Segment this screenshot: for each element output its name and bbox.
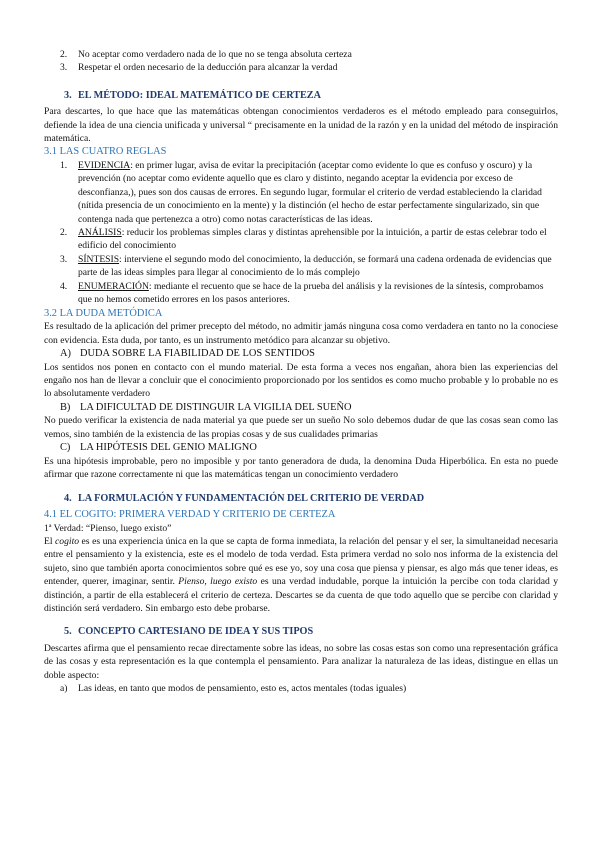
duda-c-text: Es una hipótesis improbable, pero no imposible y por tanto generadora de duda, la denomina Duda Hiperbólica. En esta no puede afirmar que razone correctamente ni que las matemáticas tengan un conocimiento verdadero bbox=[44, 455, 558, 481]
duda-a-heading: A) DUDA SOBRE LA FIABILIDAD DE LOS SENTIDOS bbox=[60, 347, 315, 359]
subsection-3-2-heading: 3.2 LA DUDA METÓDICA bbox=[44, 307, 163, 319]
section-5-intro: Descartes afirma que el pensamiento recae directamente sobre las ideas, no sobre las cosas estas son como una representación gráfica de las cosas y esta representación es la que contempla el pensamiento. Para analizar la naturaleza de las ideas, distingue en ellas un doble aspecto: bbox=[44, 642, 558, 681]
duda-intro: Es resultado de la aplicación del primer precepto del método, no admitir jamás ninguna cosa como verdadera en tanto no la conociese con evidencia. Esta duda, por tanto, es un instrumento metódico para alcanzar su objetivo. bbox=[44, 321, 558, 346]
precepts-list bbox=[44, 48, 558, 75]
cogito-paragraph: El cogito es es una experiencia única en la que se capta de forma inmediata, la relación del pensar y el ser, la simultaneidad necesaria entre el pensamiento y la existencia, este es el modelo de toda verdad. Esta primera verdad no solo nos informa de la existencia del sujeto, sino que también aporta conocimientos sobre qué es ese yo, soy una cosa que piensa y piensar, es algo más que tener ideas, es entender, querer, imaginar, sentir. Pienso, luego existo es una verdad indudable, porque la intuición la percibe con toda claridad y distinción, a partir de ella establecerá el criterio de certeza. Descartes se da cuenta de que todo aquello que se percibe con claridad y distinción será verdadero. Sin embargo esto debe probarse. bbox=[44, 535, 558, 614]
duda-b-heading: B) LA DIFICULTAD DE DISTINGUIR LA VIGILIA DEL SUEÑO bbox=[60, 401, 352, 413]
section-3-heading: 3. EL MÉTODO: IDEAL MATEMÁTICO DE CERTEZA bbox=[64, 89, 321, 101]
list-item: 2. No aceptar como verdadero nada de lo que no se tenga absoluta certeza bbox=[60, 49, 352, 60]
idea-aspects-list bbox=[44, 682, 558, 695]
section-3-intro: Para descartes, lo que hace que las matemáticas obtengan conocimientos verdaderos es el método empleado para conseguirlos, defiende la idea de una ciencia unificada y universal “ precisamente en la unidad de la razón y en la unidad del método de inspiración matemática. bbox=[44, 106, 558, 145]
duda-b-text: No puedo verificar la existencia de nada material ya que puede ser un sueño No solo debemos dudar de que las cosas sean como las vemos, sino también de la existencia de las propias cosas y de sus cualidades primarias bbox=[44, 415, 558, 440]
first-truth: 1ª Verdad: “Pienso, luego existo” bbox=[44, 522, 172, 534]
section-5-heading: 5. CONCEPTO CARTESIANO DE IDEA Y SUS TIPOS bbox=[64, 626, 314, 638]
list-item: 3. SÍNTESIS: interviene el segundo modo del conocimiento, la deducción, se formará una cadena ordenada de evidencias que parte de las ideas simples para llegar al conocimiento de lo más complejo bbox=[60, 253, 552, 279]
subsection-4-1-heading: 4.1 EL COGITO: PRIMERA VERDAD Y CRITERIO DE CERTEZA bbox=[44, 508, 336, 520]
section-4-heading: 4. LA FORMULACIÓN Y FUNDAMENTACIÓN DEL CRITERIO DE VERDAD bbox=[64, 492, 425, 504]
duda-c-heading: C) LA HIPÓTESIS DEL GENIO MALIGNO bbox=[60, 442, 257, 454]
duda-a-text: Los sentidos nos ponen en contacto con el mundo material. De esta forma a veces nos engañan, ahora bien las experiencias del engaño nos han de llevar a concluir que el conocimiento proporcionado por los sentidos es como mucho probable y lo probable no es lo absolutamente verdadero bbox=[44, 361, 558, 400]
list-item: 4. ENUMERACIÓN: mediante el recuento que se hace de la prueba del análisis y la revisiones de la síntesis, comprobamos que no hemos cometido errores en los pasos anteriores. bbox=[60, 280, 544, 306]
list-item: 2. ANÁLISIS: reducir los problemas simples claras y distintas aprehensible por la intuición, a partir de estas celebrar todo el edificio del conocimiento bbox=[60, 227, 547, 252]
list-item: 1. EVIDENCIA: en primer lugar, avisa de evitar la precipitación (aceptar como evidente lo que es confuso y oscuro) y la prevención (no aceptar como evidente aquello que es claro y distinto, negando aceptar la evidencia por exceso de desconfianza,), pues son dos causas de errores. En segundo lugar, formular el criterio de verdad estableciendo la claridad (nítida presencia de un conocimiento en la mente) y la distinción (el hecho de estar perfectamente singularizado, sin que contenga nada que pertenezca a otro) como notas características de las ideas. bbox=[60, 160, 542, 225]
list-item: 3. Respetar el orden necesario de la deducción para alcanzar la verdad bbox=[60, 62, 338, 74]
rules-list bbox=[44, 159, 558, 306]
list-item: a) Las ideas, en tanto que modos de pensamiento, esto es, actos mentales (todas iguales) bbox=[60, 683, 407, 694]
subsection-3-1-heading: 3.1 LAS CUATRO REGLAS bbox=[44, 146, 167, 158]
document-page bbox=[44, 48, 558, 695]
